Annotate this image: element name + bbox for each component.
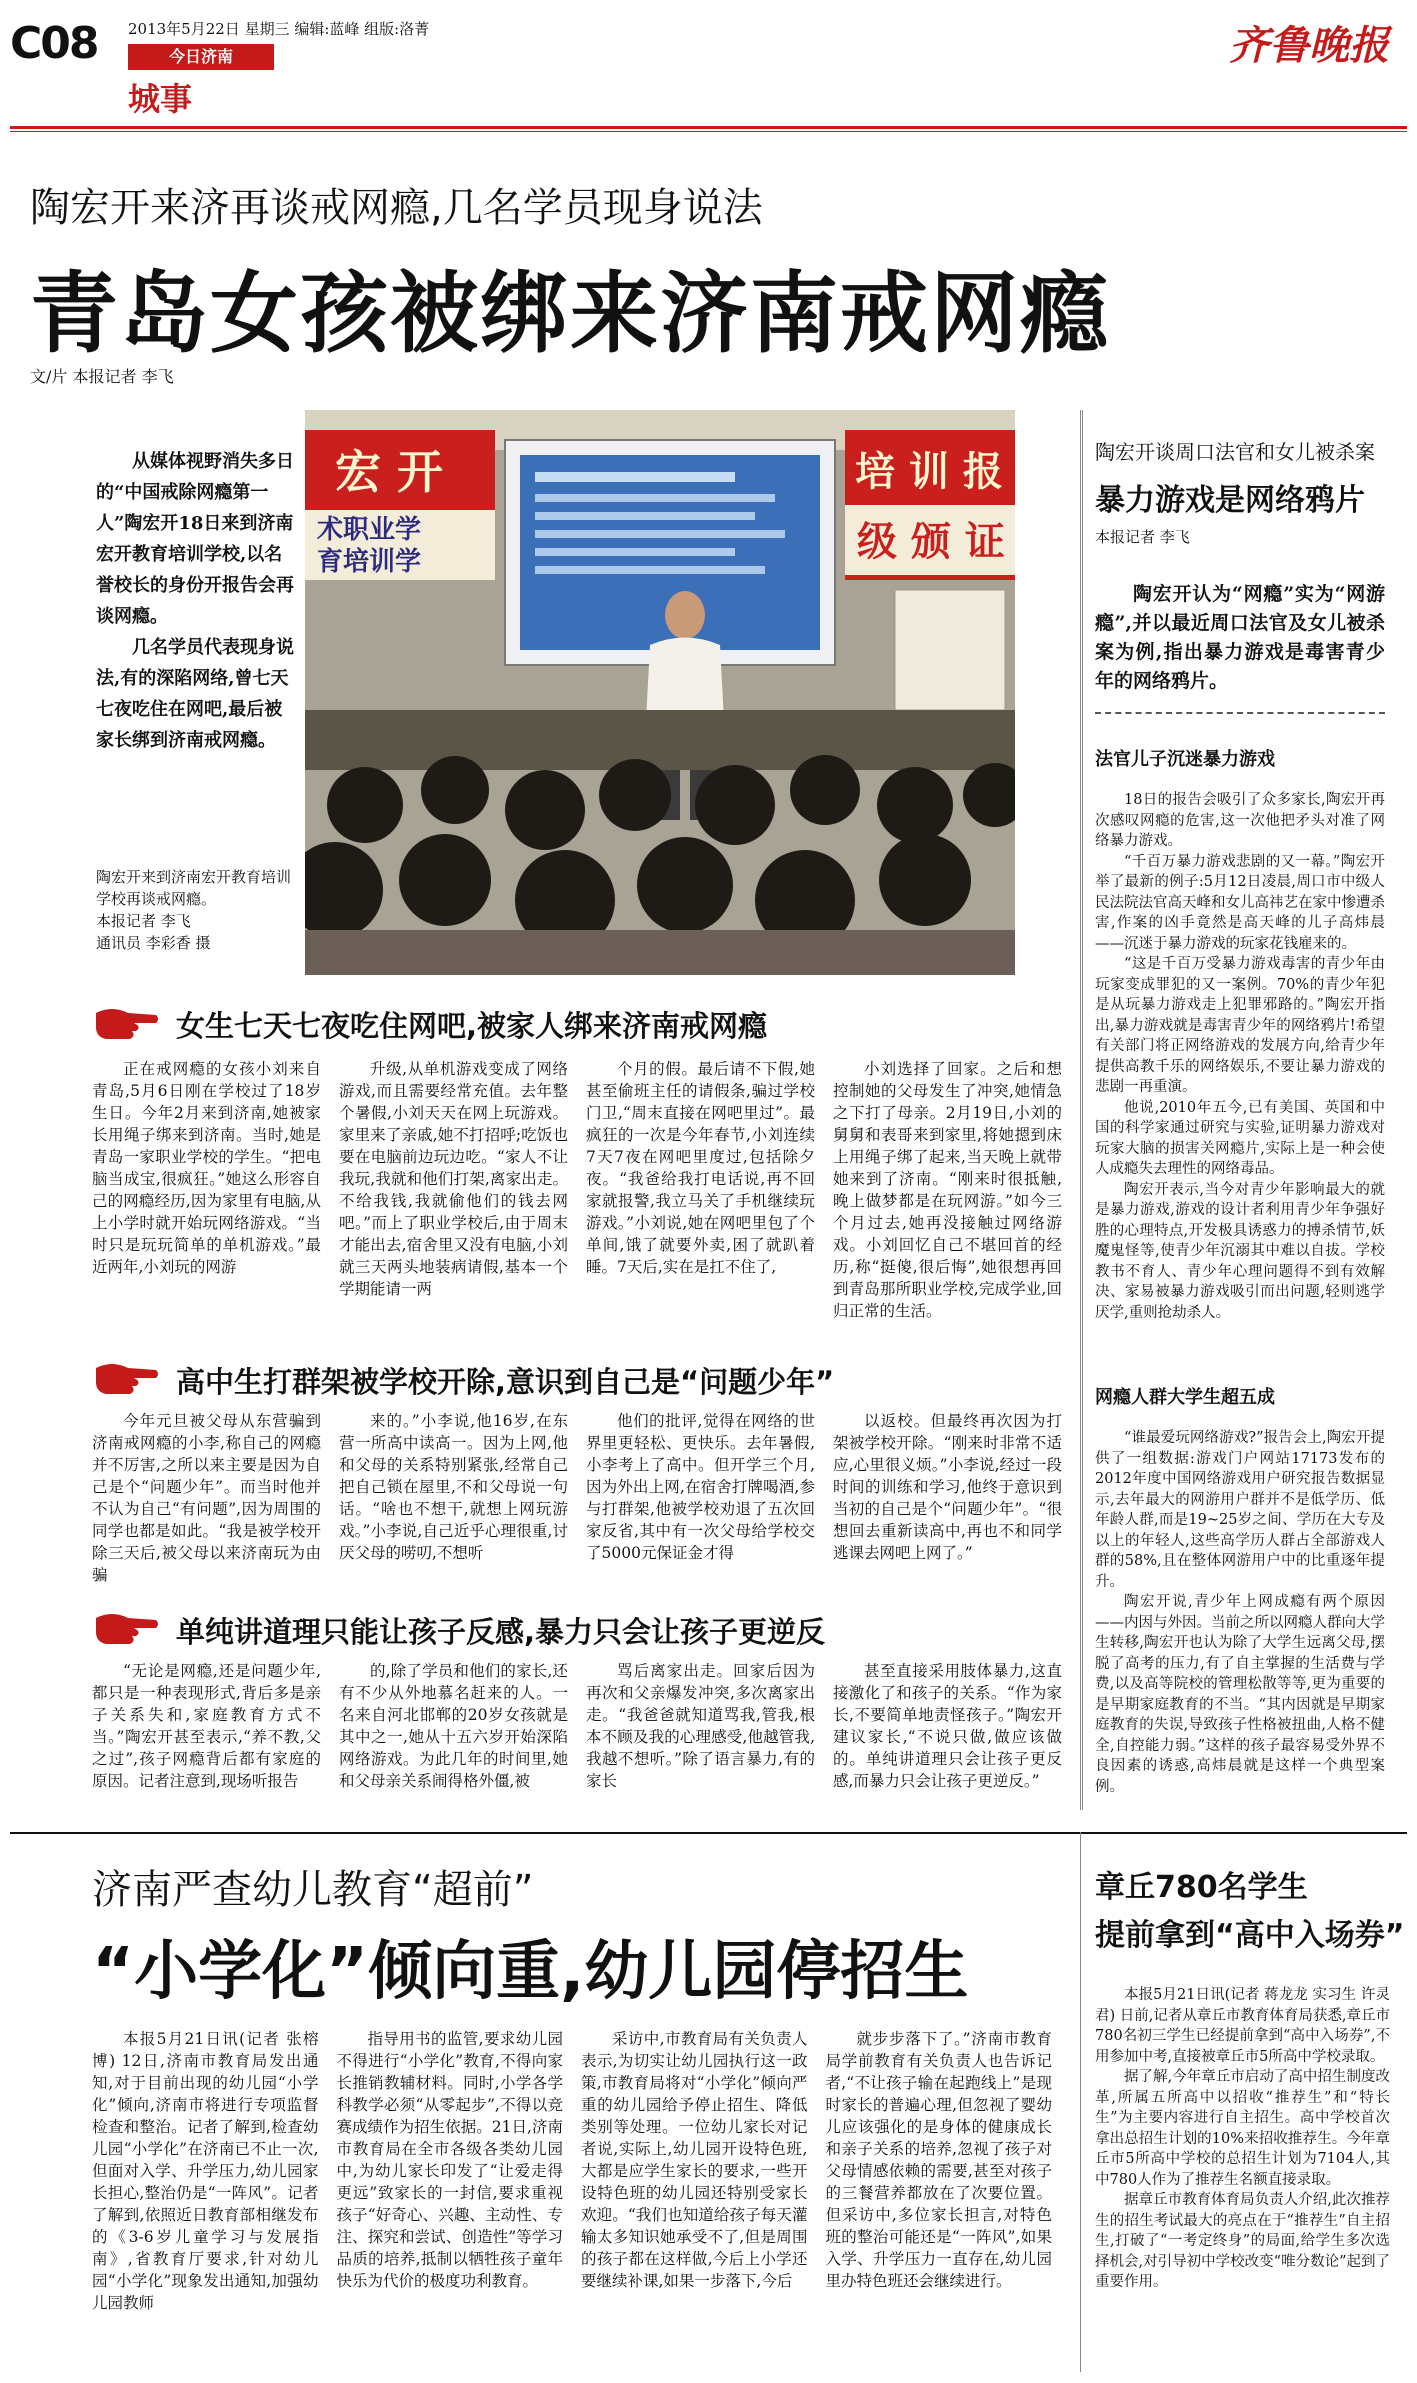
paragraph: 小刘选择了回家。之后和想控制她的父母发生了冲突,她情急之下打了母亲。2月19日,小刘的舅舅和表哥来到家里,将她摁到床上用绳子绑了起来,当天晚上就带她来到了济南。“刚来时很抵触,晚上做梦都是在玩网游。”如今三个月过去,她再没接触过网络游戏。小刘回忆自己不堪回首的经历,称“挺傻,很后悔”,她很想再回到青岛那所职业学校,完成学业,回归正常的生活。 [833,1060,1062,1320]
banner-left-sub2: 育培训学 [317,547,422,577]
text-column [833,1660,1062,1792]
paragraph: 指导用书的监管,要求幼儿园不得进行“小学化”教育,不得向家长推销教辅材料。同时,小学各学科教学必须“从零起步”,不得以竞赛成绩作为招生依据。21日,济南市教育局在全市各级各类幼儿园中,为幼儿家长印发了“让爱走得更远”致家长的一封信,要求重视孩子“好奇心、兴趣、主动性、专注、探究和尝试、创造性”等学习品质的培养,抵制以牺牲孩子童年快乐为代价的极度功利教育。 [336,2030,563,2290]
summary-paragraph: 陶宏开认为“网瘾”实为“网游瘾”,并以最近周口法官及女儿被杀案为例,指出暴力游戏是毒害青少年的网络鸦片。 [1095,583,1385,692]
caption-line: 通讯员 李彩香 摄 [96,934,211,952]
text-column [92,2028,319,2314]
sidebar-divider [1082,410,1083,1810]
sidebar-body-2 [1095,1428,1385,1797]
lead-kicker: 陶宏开来济再谈戒网瘾,几名学员现身说法 [30,185,763,231]
page-number: C08 [10,18,98,69]
text-column [92,1058,321,1322]
banner-right-text: 培 训 报 [855,449,1003,495]
paragraph: 就步步落下了。”济南市教育局学前教育有关负责人也告诉记者,“不让孩子输在起跑线上”是现时家长的普遍心理,但忽视了婴幼儿应该强化的是身体的健康成长和亲子关系的培养,忽视了孩子对父母情感依赖的需要,甚至对孩子的三餐营养都放在了次要位置。但采访中,多位家长担言,对特色班的整治可能还是“一阵风”,如果入学、升学压力一直存在,幼儿园里办特色班还会继续进行。 [825,2030,1052,2290]
text-column [92,1660,321,1792]
text-column [581,2028,808,2314]
bottom-body [92,2028,1052,2314]
paragraph: “千百万暴力游戏悲剧的又一幕。”陶宏开举了最新的例子:5月12日凌晨,周口市中级人民法院法官高天峰和女儿高祎艺在家中惨遭杀害,作案的凶手竟然是高天峰的儿子高炜晨——沉迷于暴力游戏的玩家花钱雇来的。 [1095,853,1385,952]
sidebar-subhead-1: 法官儿子沉迷暴力游戏 [1095,749,1275,770]
lead-intro [96,446,296,756]
subhead-1: 女生七天七夜吃住网吧,被家人绑来济南戒网瘾 [176,1009,768,1043]
lead-headline: 青岛女孩被绑来济南戒网瘾 [30,262,1111,365]
paragraph: 18日的报告会吸引了众多家长,陶宏开再次感叹网瘾的危害,这一次他把矛头对准了网络暴力游戏。 [1095,792,1385,849]
text-column [833,1058,1062,1322]
bottom-kicker: 济南严查幼儿教育“超前” [92,1867,534,1913]
lead-byline: 文/片 本报记者 李飞 [30,367,174,386]
section-tag: 今日济南 [128,44,274,70]
intro-paragraph: 几名学员代表现身说法,有的深陷网络,曾七天七夜吃住在网吧,最后被家长绑到济南戒网瘾。 [96,637,294,751]
text-column [92,1410,321,1586]
section-1-body [92,1058,1062,1322]
text-column [826,2028,1053,2314]
paragraph: 陶宏开说,青少年上网成瘾有两个原因——内因与外因。当前之所以网瘾人群向大学生转移,陶宏开也认为除了大学生远离父母,摆脱了高考的压力,有了自主掌握的生活费与学费,以及高等院校的管理松散等等,更为重要的是早期家庭教育的不当。“其内因就是早期家庭教育的失误,导致孩子性格被扭曲,人格不健全,自控能力弱。”这样的孩子最容易受外界不良因素的诱惑,高炜晨就是这样一个典型案例。 [1095,1594,1385,1795]
paragraph: 来的。”小李说,他16岁,在东营一所高中读高一。因为上网,他和父母的关系特别紧张,经常自己把自己锁在屋里,不和父母说一句话。“啥也不想干,就想上网玩游戏。”小李说,自己近乎心理很重,讨厌父母的唠叨,不想听 [339,1412,568,1562]
header-rule-thin [10,131,1407,132]
paragraph: 骂后离家出走。回家后因为再次和父亲爆发冲突,多次离家出走。“我爸爸就知道骂我,管我,根本不顾及我的心理感受,他越管我,我越不想听。”除了语言暴力,有的家长 [586,1662,815,1790]
sidebar-summary [1095,580,1385,696]
right-bottom-body [1095,1985,1390,2293]
bottom-headline: “小学化”倾向重,幼儿园停招生 [92,1935,969,2009]
text-column [339,1660,568,1792]
lecture-photo-image [305,410,1015,975]
right-bottom-headline-2: 提前拿到“高中入场券” [1095,1918,1405,1953]
paragraph: 升级,从单机游戏变成了网络游戏,而且需要经常充值。去年整个暑假,小刘天天在网上玩游戏。家里来了亲戚,她不打招呼;吃饭也要在电脑前边玩边吃。“家人不让我玩,我就和他们打架,离家出走。不给我钱,我就偷他们的钱去网吧。”而上了职业学校后,由于周末才能出去,宿舍里又没有电脑,小刘就三天两头地装病请假,基本一个学期能请一两 [339,1060,568,1298]
paragraph: 的,除了学员和他们的家长,还有不少从外地慕名赶来的人。一名来自河北邯郸的20岁女孩就是其中之一,她从十五六岁开始深陷网络游戏。为此几年的时间里,她和父母亲关系闹得格外僵,被 [339,1662,568,1790]
paragraph: 据了解,今年章丘市启动了高中招生制度改革,所属五所高中以招收“推荐生”和“特长生”为主要内容进行自主招生。高中学校首次拿出总招生计划的10%来招收推荐生。今年章丘市5所高中学校的总招生计划为7104人,其中780人作为了推荐生名额直接录取。 [1095,2069,1390,2188]
paragraph: 正在戒网瘾的女孩小刘来自青岛,5月6日刚在学校过了18岁生日。今年2月来到济南,她被家长用绳子绑来到济南。当时,她是青岛一家职业学校的学生。“把电脑当成宝,很疯狂。”她这么形容自己的网瘾经历,因为家里有电脑,从上小学时就开始玩网络游戏。“当时只是玩玩简单的单机游戏。”最近两年,小刘玩的网游 [92,1060,321,1276]
text-column [586,1660,815,1792]
caption-line: 本报记者 李飞 [96,912,191,930]
section-2-body [92,1410,1062,1586]
banner-right-sub: 级 颁 证 [857,519,1005,565]
intro-paragraph: 从媒体视野消失多日的“中国戒除网瘾第一人”陶宏开18日来到济南宏开教育培训学校,以名誉校长的身份开报告会再谈网瘾。 [96,451,294,627]
pointing-hand-icon [92,1003,160,1043]
sidebar-headline: 暴力游戏是网络鸦片 [1095,483,1365,518]
right-bottom-headline-1: 章丘780名学生 [1095,1870,1308,1905]
paragraph: 本报5月21日讯(记者 蒋龙龙 实习生 许灵君) 日前,记者从章丘市教育体育局获悉,章丘市780名初三学生已经提前拿到“高中入场券”,不用参加中考,直接被章丘市5所高中学校录取。 [1095,1987,1390,2065]
sidebar-body-1 [1095,790,1385,1323]
date-line: 2013年5月22日 星期三 编辑:蓝峰 组版:洛菁 [128,20,430,38]
caption-line: 陶宏开来到济南宏开教育培训学校再谈戒网瘾。 [96,868,292,908]
pointing-hand-icon [92,1358,160,1398]
paragraph: 以返校。但最终再次因为打架被学校开除。“刚来时非常不适应,心里很义烦。”小李说,经过一段时间的训练和学习,他终于意识到当初的自己是个“问题少年”。“很想回去重新读高中,再也不和同学逃课去网吧上网了。” [833,1412,1062,1562]
paragraph: 采访中,市教育局有关负责人表示,为切实让幼儿园执行这一政策,市教育局将对“小学化”倾向严重的幼儿园给予停止招生、降低类别等处理。一位幼儿家长对记者说,实际上,幼儿园开设特色班,大都是应学生家长的要求,一些开设特色班的幼儿园还特别受家长欢迎。“我们也知道给孩子每天灌输太多知识她承受不了,但是周围的孩子都在这样做,今后上小学还要继续补课,如果一步落下,今后 [581,2030,808,2290]
paragraph: 陶宏开表示,当今对青少年影响最大的就是暴力游戏,游戏的设计者利用青少年争强好胜的心理特点,开发极具诱惑力的搏杀情节,妖魔鬼怪等,使青少年沉溺其中难以自拔。学校教书不育人、青少年心理问题得不到有效解决、家易被暴力游戏吸引而出问题,轻则逃学厌学,重则抢劫杀人。 [1095,1181,1385,1321]
section-name: 城事 [128,80,193,118]
banner-left-sub1: 术职业学 [317,515,422,545]
text-column [833,1410,1062,1586]
header-rule [10,126,1407,129]
photo-caption [96,866,296,954]
text-column [586,1410,815,1586]
paragraph: “无论是网瘾,还是问题少年,都只是一种表现形式,背后多是亲子关系失和,家庭教育方式不当。”陶宏开甚至表示,“养不教,父之过”,孩子网瘾背后都有家庭的原因。记者注意到,现场听报告 [92,1662,321,1790]
paragraph: 他说,2010年五今,已有美国、英国和中国的科学家通过研究与实验,证明暴力游戏对玩家大脑的损害关网瘾片,实际上是一种会使人成瘾失去理性的网络毒品。 [1095,1099,1385,1177]
paragraph: 甚至直接采用肢体暴力,这直接激化了和孩子的关系。“作为家长,不要简单地责怪孩子。”陶宏开建议家长,“不说只做,做应该做的。单纯讲道理只会让孩子更反感,而暴力只会让孩子更逆反。” [833,1662,1062,1790]
paragraph: 他们的批评,觉得在网络的世界里更轻松、更快乐。去年暑假,小李考上了高中。但开学三个月,因为外出上网,在宿舍打牌喝酒,参与打群架,他被学校劝退了五次回家反省,其中有一次父母给学校交了5000元保证金才得 [586,1412,815,1562]
paragraph: 据章丘市教育体育局负责人介绍,此次推荐生的招生考试最大的亮点在于“推荐生”自主招生,打破了“一考定终身”的局面,给学生多次选择机会,对引导初中学校改变“唯分数论”起到了重要作用。 [1095,2192,1390,2290]
banner-left-text: 宏 开 [335,445,444,499]
right-bottom-divider [1080,1832,1081,2372]
sidebar-subhead-2: 网瘾人群大学生超五成 [1095,1387,1275,1408]
paragraph: 个月的假。最后请不下假,她甚至偷班主任的请假条,骗过学校门卫,“周末直接在网吧里过”。最疯狂的一次是今年春节,小刘连续7天7夜在网吧里度过,包括除夕夜。“我爸给我打电话说,再不回家就报警,我立马关了手机继续玩游戏。”小刘说,她在网吧里包了个单间,饿了就要外卖,困了就趴着睡。7天后,实在是扛不住了, [586,1060,815,1276]
text-column [339,1410,568,1586]
text-column [339,1058,568,1322]
subhead-2: 高中生打群架被学校开除,意识到自己是“问题少年” [176,1365,835,1399]
paragraph: 今年元旦被父母从东营骗到济南戒网瘾的小李,称自己的网瘾并不厉害,之所以来主要是因为自己是个“问题少年”。而当时他并不认为自己“有问题”,因为周围的同学也都是如此。“我是被学校开除三天后,被父母以来济南玩为由骗 [92,1412,321,1584]
paragraph: 本报5月21日讯(记者 张榕博) 12日,济南市教育局发出通知,对于目前出现的幼儿园“小学化”倾向,济南市将进行专项监督检查和整治。记者了解到,检查幼儿园“小学化”在济南已不止一次,但面对入学、升学压力,幼儿园家长担心,整治仍是“一阵风”。记者了解到,依照近日教育部相继发布的《3-6岁儿童学习与发展指南》,省教育厅要求,针对幼儿园“小学化”现象发出通知,加强幼儿园教师 [92,2030,319,2312]
text-column [337,2028,564,2314]
newspaper-logo: 齐鲁晚报 [1229,22,1389,69]
text-column [586,1058,815,1322]
sidebar-divider [1080,410,1081,1810]
subhead-3: 单纯讲道理只能让孩子反感,暴力只会让孩子更逆反 [176,1615,826,1649]
dashed-divider [1095,712,1385,714]
paragraph: “谁最爱玩网络游戏?”报告会上,陶宏开提供了一组数据:游戏门户网站17173发布的2012年度中国网络游戏用户研究报告数据显示,去年最大的网游用户群并不是低学历、低年龄人群,而是19~25岁之间、学历在大专及以上的年轻人,这些高学历人群占全部游戏人群的58%,且在整体网游用户中的比重逐年提升。 [1095,1430,1385,1590]
section-3-body [92,1660,1062,1792]
sidebar-byline: 本报记者 李飞 [1095,528,1190,546]
bottom-rule [10,1832,1407,1834]
lecture-photo [305,410,1015,975]
pointing-hand-icon [92,1608,160,1648]
sidebar-kicker: 陶宏开谈周口法官和女儿被杀案 [1095,440,1375,464]
paragraph: “这是千百万受暴力游戏毒害的青少年由玩家变成罪犯的又一案例。70%的青少年犯是从玩暴力游戏走上犯罪邪路的。”陶宏开指出,暴力游戏就是毒害青少年的网络鸦片!希望有关部门将正网络游戏的发展方向,给青少年提供高教千乐的网络娱乐,不要让暴力游戏的悲剧一再重演。 [1095,956,1385,1095]
